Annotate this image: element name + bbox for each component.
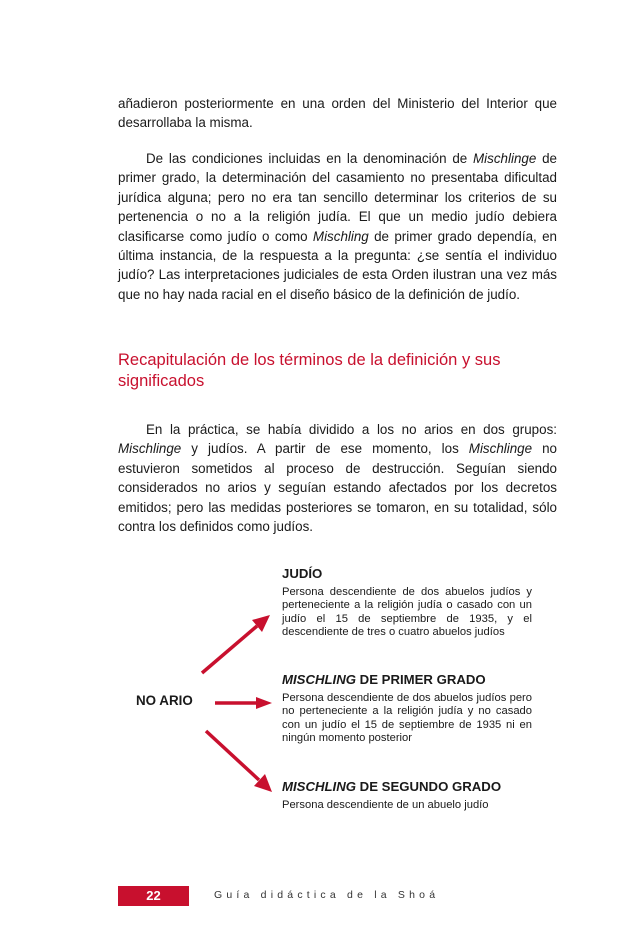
text-run: no estuvieron sometidos al proceso de destrucción. Seguían siendo considerados no arios y seguían estando afectados por los decretos emitidos; pero las medidas posteriores se tomaron, en su totalidad, sólo contra los definidos como judíos. xyxy=(118,441,557,535)
italic-term: Mischlinge xyxy=(473,151,537,166)
title-rest: DE PRIMER GRADO xyxy=(356,672,486,687)
text-run: de primer grado dependía, en última instancia, de la respuesta a la pregunta: ¿se sentía el individuo judío? Las interpretaciones judiciales de esta Orden ilustran una vez más que no hay nada racial en el diseño básico de la definición de judío. xyxy=(118,228,557,302)
no-ario-label: NO ARIO xyxy=(136,693,193,708)
text-run: En la práctica, se había dividido a los no arios en dos grupos: xyxy=(146,422,557,437)
text-run: de primer grado, la determinación del casamiento no presentaba dificultad jurídica alguna; pero no era tan sencillo determinar los criterios de su pertenencia o no a la religión judía. El que un medio judío debiera clasificarse como judío o como xyxy=(118,151,557,244)
definition-title: JUDÍO xyxy=(282,566,323,581)
definition-title xyxy=(282,672,532,688)
definition-title xyxy=(282,779,532,795)
italic-term: Mischlinge xyxy=(468,441,533,457)
paragraph-intro: añadieron posteriormente en una orden del Ministerio del Interior que desarrollaba la misma. xyxy=(118,96,557,131)
italic-term: MISCHLING xyxy=(282,779,356,794)
arrow-down-shaft xyxy=(206,731,259,780)
section-title: Recapitulación de los términos de la definición y sus significados xyxy=(118,351,501,390)
definition-mischling-segundo-grado xyxy=(282,779,532,812)
page-number: 22 xyxy=(118,886,189,906)
text-run: y judíos. A partir de ese momento, los xyxy=(181,441,469,457)
arrow-right-head xyxy=(256,697,272,709)
definition-text: Persona descendiente de dos abuelos judíos pero no perteneciente a la religión judía y no casado con un judío el 15 de septiembre de 1935 ni en ningún momento posterior xyxy=(282,692,532,745)
running-footer-title: Guía didáctica de la Shoá xyxy=(214,889,440,901)
title-rest: DE SEGUNDO GRADO xyxy=(356,779,502,794)
definition-judio xyxy=(282,566,532,640)
definition-text: Persona descendiente de dos abuelos judíos y perteneciente a la religión judía o casado con un judío el 15 de septiembre de 1935, y el descendiente de tres o cuatro abuelos judíos xyxy=(282,586,532,639)
arrow-up-shaft xyxy=(202,626,257,673)
definition-mischling-primer-grado xyxy=(282,672,532,746)
italic-term: MISCHLING xyxy=(282,672,356,687)
definition-text: Persona descendiente de un abuelo judío xyxy=(282,799,489,811)
italic-term: Mischlinge xyxy=(118,441,182,457)
text-run: De las condiciones incluidas en la denominación de xyxy=(146,151,474,166)
italic-term: Mischling xyxy=(312,228,369,244)
